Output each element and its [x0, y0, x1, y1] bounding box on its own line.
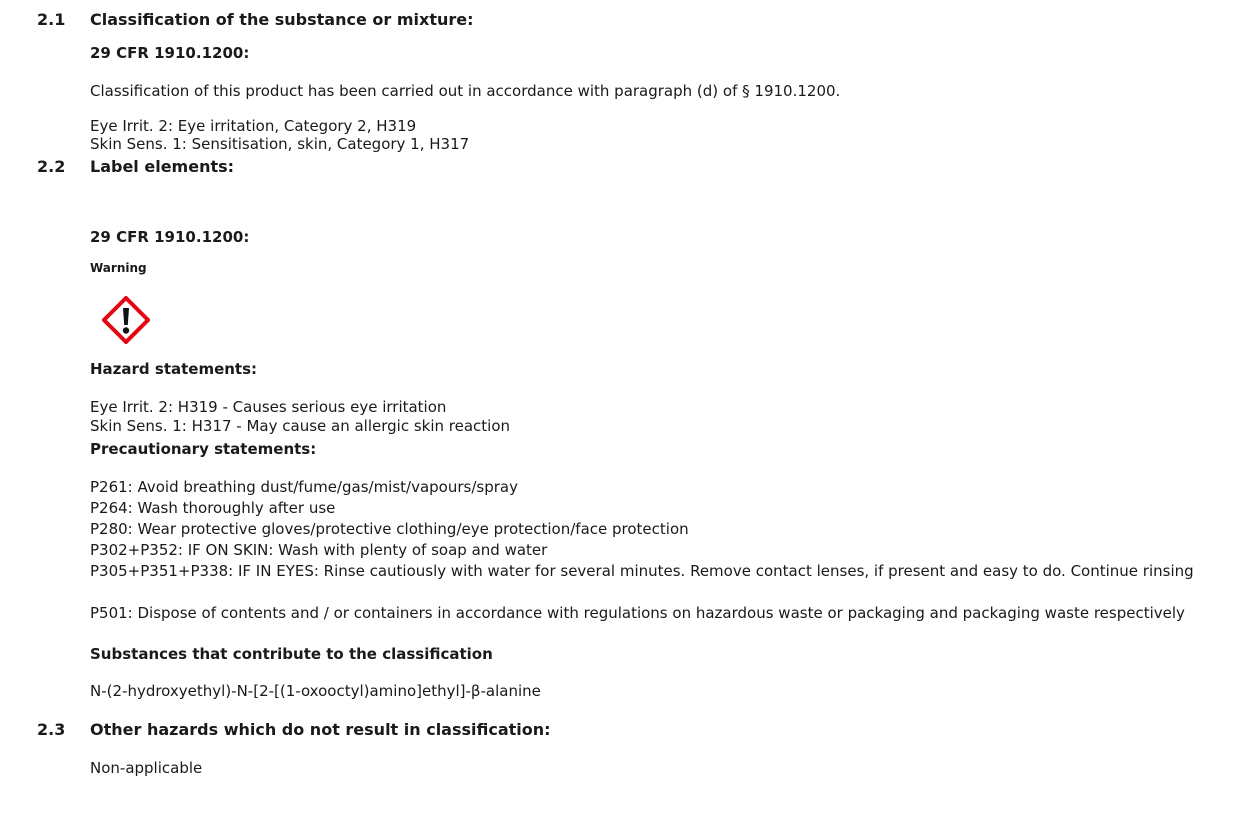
section-2-3-number: 2.3 — [37, 720, 66, 739]
section-2-2-number: 2.2 — [37, 157, 66, 176]
section-2-3-title: Other hazards which do not result in classification: — [90, 720, 551, 739]
section-2-1-number: 2.1 — [37, 10, 66, 29]
contributing-substance: N-(2-hydroxyethyl)-N-[2-[(1-oxooctyl)amino]ethyl]-β-alanine — [90, 682, 541, 700]
precautionary-statement: P501: Dispose of contents and / or containers in accordance with regulations on hazardous waste or packaging and packaging waste respectively — [90, 604, 1185, 622]
precautionary-statement: P302+P352: IF ON SKIN: Wash with plenty of soap and water — [90, 541, 548, 559]
classification-intro: Classification of this product has been carried out in accordance with paragraph (d) of § 1910.1200. — [90, 82, 841, 100]
classification-line: Skin Sens. 1: Sensitisation, skin, Category 1, H317 — [90, 135, 470, 153]
hazard-statements-title: Hazard statements: — [90, 360, 258, 378]
section-2-1-regulation: 29 CFR 1910.1200: — [90, 44, 250, 62]
contributing-substances-title: Substances that contribute to the classification — [90, 645, 493, 663]
classification-line: Eye Irrit. 2: Eye irritation, Category 2, H319 — [90, 117, 417, 135]
precautionary-statement: P305+P351+P338: IF IN EYES: Rinse cautiously with water for several minutes. Remove contact lenses, if present and easy to do. Continue rinsing — [90, 562, 1194, 580]
hazard-statement: Skin Sens. 1: H317 - May cause an allergic skin reaction — [90, 417, 511, 435]
exclamation-mark-ghs07-icon — [102, 296, 150, 344]
hazard-statement: Eye Irrit. 2: H319 - Causes serious eye irritation — [90, 398, 447, 416]
precautionary-statement: P261: Avoid breathing dust/fume/gas/mist/vapours/spray — [90, 478, 518, 496]
section-2-1-title: Classification of the substance or mixture: — [90, 10, 474, 29]
section-2-2-regulation: 29 CFR 1910.1200: — [90, 228, 250, 246]
other-hazards-text: Non-applicable — [90, 759, 203, 777]
signal-word: Warning — [90, 261, 147, 275]
precautionary-statement: P280: Wear protective gloves/protective clothing/eye protection/face protection — [90, 520, 689, 538]
precautionary-statement: P264: Wash thoroughly after use — [90, 499, 336, 517]
precautionary-statements-title: Precautionary statements: — [90, 440, 317, 458]
section-2-2-title: Label elements: — [90, 157, 235, 176]
